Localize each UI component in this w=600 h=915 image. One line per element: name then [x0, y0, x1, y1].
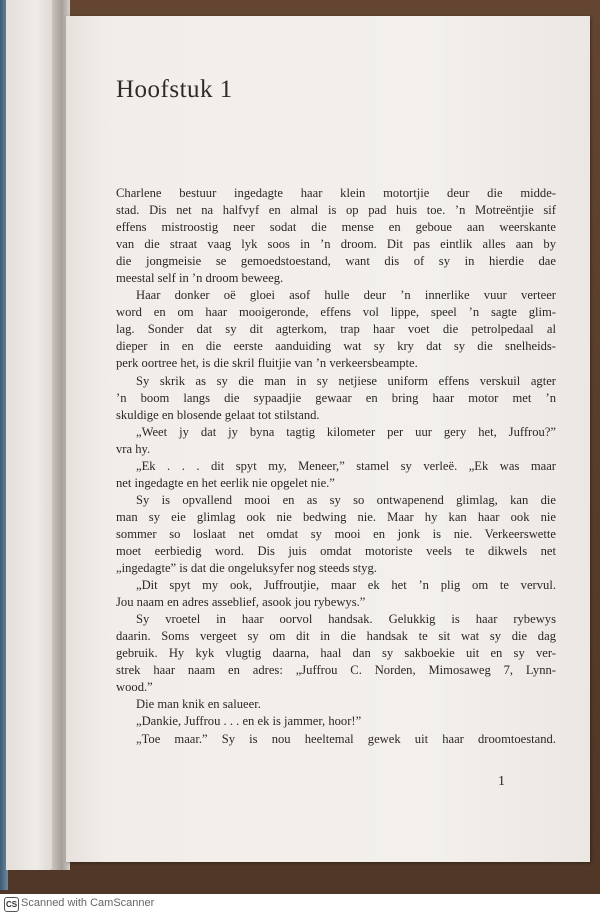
text-line: „Dit spyt my ook, Juffroutjie, maar ek het ’n plig om te vervul. [136, 578, 556, 593]
text-line: „Weet jy dat jy byna tagtig kilometer per uur gery het, Juffrou?” [136, 424, 556, 439]
text-line: moet eerbiedig word. Dis juis omdat motoriste veels te dikwels net [116, 543, 556, 558]
text-line: „Dankie, Juffrou . . . en ek is jammer, hoor!” [136, 714, 362, 729]
text-line: Die man knik en salueer. [136, 697, 261, 712]
chapter-title: Hoofstuk 1 [116, 76, 233, 103]
text-line: „Toe maar.” Sy is nou heeltemal gewek uit haar droomtoestand. [136, 731, 556, 746]
camscanner-logo-icon: CS [4, 897, 19, 912]
page-number: 1 [498, 774, 505, 789]
text-line: Sy is opvallend mooi en as sy so ontwapenend glimlag, kan die [136, 492, 556, 507]
text-line: man sy eie glimlag ook nie bedwing nie. Maar hy kan haar ook nie [116, 509, 556, 524]
text-line: „ingedagte” is dat die ongeluksyfer nog steeds styg. [116, 561, 377, 576]
left-page-edge [6, 0, 56, 870]
text-line: Sy vroetel in haar oorvol handsak. Gelukkig is haar rybewys [136, 612, 556, 627]
text-line: Haar donker oë gloei asof hulle deur ’n innerlike vuur verteer [136, 288, 556, 303]
scanner-watermark-bar [0, 894, 600, 915]
book-page [66, 16, 590, 862]
text-line: „Ek . . . dit spyt my, Meneer,” stamel sy verleë. „Ek was maar [136, 458, 556, 473]
text-line: gebruik. Hy kyk vlugtig daarna, haal dan sy sakboekie uit en sy ver- [116, 646, 556, 661]
text-line: skuldige en blosende gelaat tot stilstand. [116, 407, 320, 422]
text-line: die jongmeisie se gemoedstoestand, want dis of sy in hierdie dae [116, 254, 556, 269]
text-line: wood.” [116, 680, 153, 695]
text-line: word en om haar mooigeronde, effens vol lippe, speel ’n sagte glim- [116, 305, 556, 320]
text-line: vra hy. [116, 441, 151, 456]
text-line: ’n boom langs die sypaadjie gewaar en bring haar motor met ’n [116, 390, 556, 405]
text-line: Sy skrik as sy die man in sy netjiese uniform effens verskuil agter [136, 373, 556, 388]
text-line: Charlene bestuur ingedagte haar klein motortjie deur die midde- [116, 186, 556, 200]
text-line: strek haar naam en adres: „Juffrou C. Norden, Mimosaweg 7, Lynn- [116, 663, 556, 678]
text-line: meestal self in ’n droom beweeg. [116, 271, 284, 286]
text-line: net ingedagte en het eerlik nie opgelet nie.” [116, 475, 335, 490]
text-line: daarin. Soms vergeet sy om dit in die handsak te sit wat sy die dag [116, 629, 556, 644]
text-line: dieper in en die eerste aanduiding wat sy kry dat sy die snelheids- [116, 339, 556, 354]
text-line: sommer so loslaat net omdat sy mooi en jonk is nie. Verkeerswette [116, 526, 556, 541]
watermark-text: Scanned with CamScanner [21, 897, 155, 909]
text-line: perk oortree het, is die skril fluitjie van ’n verkeersbeampte. [116, 356, 418, 371]
text-line: stad. Dis net na halfvyf en almal is op pad huis toe. ’n Motreëntjie sif [116, 203, 556, 218]
text-line: lag. Sonder dat sy dit agterkom, trap haar voet die petrolpedaal al [116, 322, 556, 337]
chapter-body-text [116, 185, 556, 748]
text-line: effens mistroostig neer sodat die mense en geboue aan weerskante [116, 220, 556, 235]
text-line: Jou naam en adres asseblief, asook jou rybewys.” [116, 595, 366, 610]
text-line: van die straat vaag lyk soos in ’n droom. Dit pas eintlik alles aan by [116, 237, 556, 252]
